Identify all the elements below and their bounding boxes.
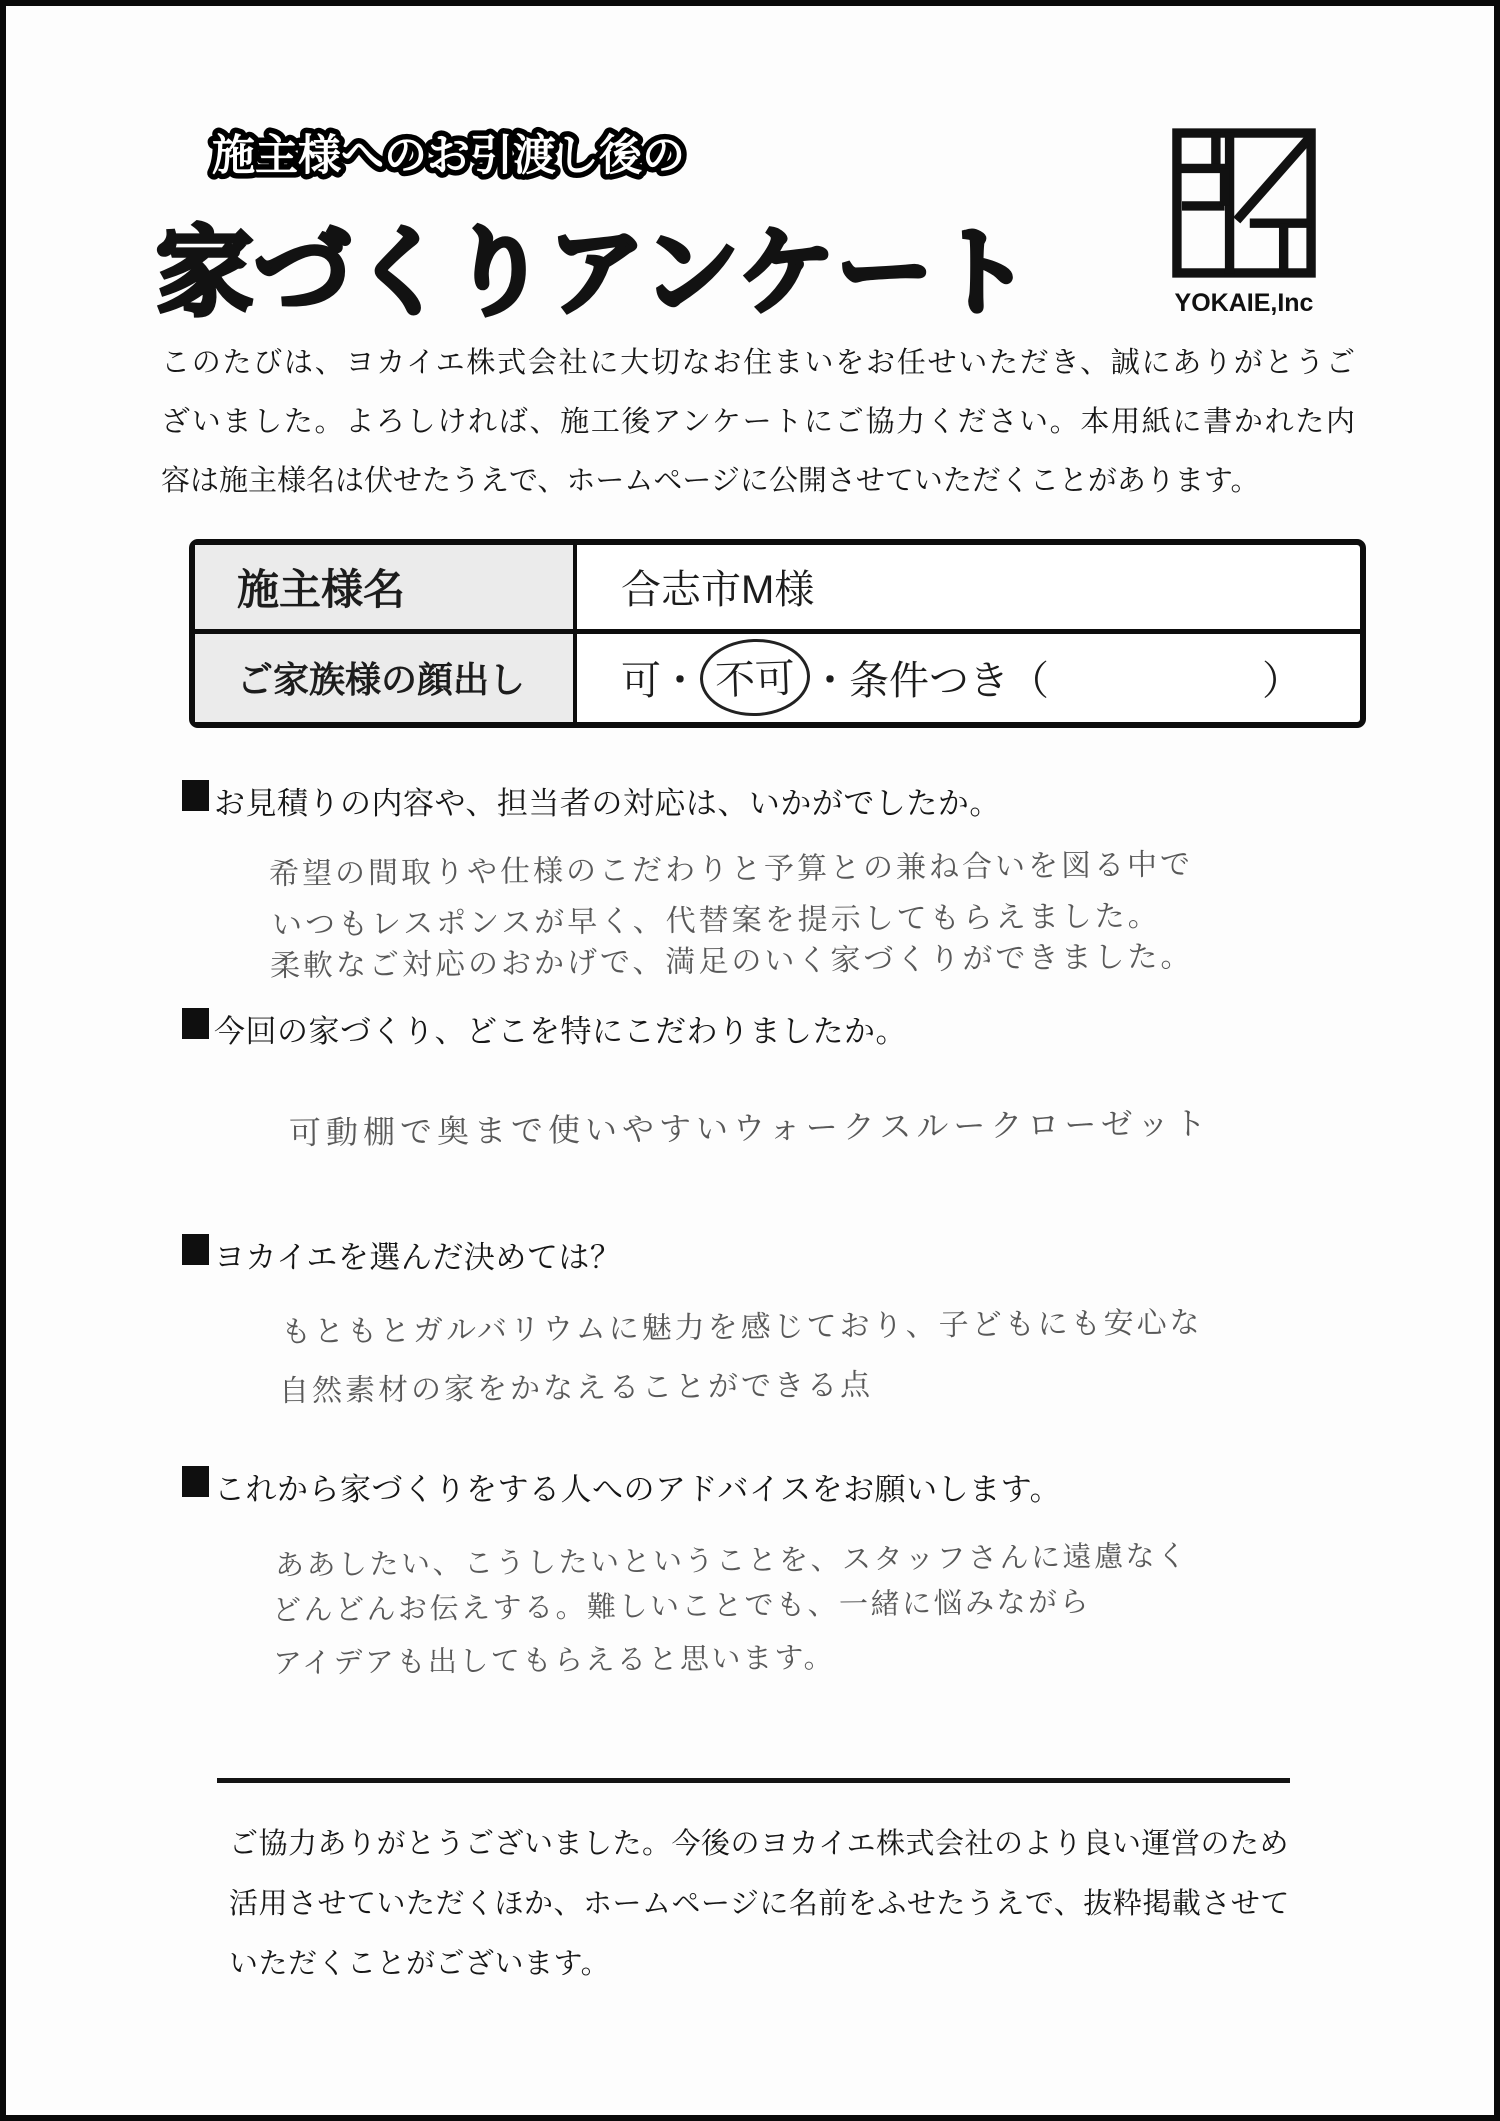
answer-3-line: もともとガルバリウムに魅力を感じており、子どもにも安心な [280, 1306, 1203, 1349]
question-1 [182, 778, 1001, 823]
face-permission-options [621, 639, 1360, 716]
footer-divider-line [217, 1778, 1290, 1783]
option-conditional: 条件つき [849, 659, 1009, 704]
answer-4-line: どんどんお伝えする。難しいことでも、一緒に悩みながら [271, 1586, 1092, 1627]
yokaie-logo-icon [1171, 128, 1317, 278]
bullet-square-icon [182, 1466, 209, 1497]
question-4 [182, 1464, 1061, 1509]
document-subtitle: 施主様へのお引渡し後の [212, 132, 685, 180]
logo-caption: YOKAIE,Inc [1174, 289, 1314, 317]
question-2 [182, 1006, 907, 1051]
intro-line: 容は施主様名は伏せたうえで、ホームページに公開させていただくことがあります。 [161, 465, 1260, 497]
answer-4-line: アイデアも出してもらえると思います。 [272, 1642, 836, 1680]
question-1-label: お見積りの内容や、担当者の対応は、いかがでしたか。 [214, 786, 1001, 821]
family-face-value [577, 634, 1360, 723]
footer-line: ご協力ありがとうございました。今後のヨカイエ株式会社のより良い運営のため [229, 1828, 1289, 1860]
option-not-allowed-circled: 不可 [699, 637, 812, 718]
company-logo [1169, 128, 1319, 318]
footer-line: 活用させていただくほか、ホームページに名前をふせたうえで、抜粋掲載させて [229, 1888, 1290, 1920]
owner-info-table [189, 539, 1366, 728]
intro-line: このたびは、ヨカイエ株式会社に大切なお住まいをお任せいただき、誠にありがとうご [161, 347, 1355, 379]
subtitle-banner [198, 114, 818, 194]
owner-name-label: 施主様名 [195, 545, 577, 634]
answer-4-line: ああしたい、こうしたいということを、スタッフさんに遠慮なく [274, 1540, 1189, 1582]
question-3-label: ヨカイエを選んだ決めては？ [214, 1240, 622, 1275]
bullet-square-icon [182, 780, 209, 811]
intro-line: ざいました。よろしければ、施工後アンケートにご協力ください。本用紙に書かれた内 [161, 406, 1355, 438]
bullet-square-icon [182, 1008, 209, 1039]
answer-2-line: 可動棚で奥まで使いやすいウォークスルークローゼット [288, 1105, 1212, 1151]
paren-close: ） [1262, 659, 1302, 704]
bullet-square-icon [182, 1234, 209, 1265]
document-title: 家づくりアンケート [156, 218, 1033, 327]
paren-open: （ [1009, 659, 1049, 704]
owner-name-value: 合志市M様 [577, 545, 1360, 634]
question-2-label: 今回の家づくり、どこを特にこだわりましたか。 [214, 1014, 907, 1049]
answer-3-line: 自然素材の家をかなえることができる点 [278, 1368, 874, 1408]
option-separator: ・ [663, 662, 697, 701]
answer-1-line: いつもレスポンスが早く、代替案を提示してもらえました。 [271, 899, 1161, 942]
answer-1-line: 希望の間取りや仕様のこだわりと予算との兼ね合いを図る中で [268, 848, 1194, 891]
option-allowed: 可 [621, 659, 661, 704]
family-face-label: ご家族様の顔出し [195, 634, 577, 723]
question-3 [182, 1232, 621, 1277]
option-separator: ・ [813, 662, 847, 701]
answer-1-line: 柔軟なご対応のおかげで、満足のいく家づくりができました。 [269, 940, 1194, 983]
footer-line: いただくことがございます。 [229, 1948, 611, 1980]
question-4-label: これから家づくりをする人へのアドバイスをお願いします。 [214, 1472, 1062, 1507]
